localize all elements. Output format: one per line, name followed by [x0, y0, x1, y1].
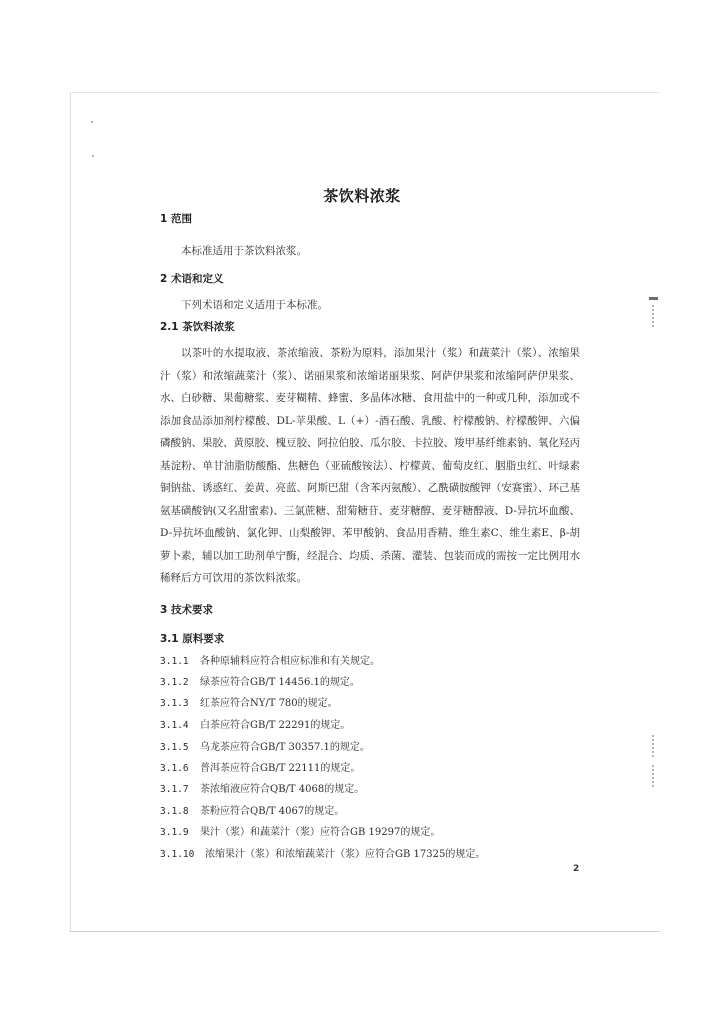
page-top-edge: [70, 92, 660, 93]
item-number: 3.1.6: [160, 763, 189, 774]
margin-dots: [652, 765, 656, 787]
requirement-item: [160, 780, 364, 795]
item-number: 3.1.8: [160, 806, 189, 817]
subsection-heading-tea-concentrate: 2.1 茶饮料浓浆: [160, 321, 235, 333]
margin-dots: [652, 735, 656, 757]
item-text: 茶粉应符合QB/T 4067的规定。: [200, 806, 345, 817]
requirement-item: [160, 802, 344, 817]
item-text: 乌龙茶应符合GB/T 30357.1的规定。: [200, 742, 370, 753]
scan-speck: [91, 121, 93, 123]
item-number: 3.1.9: [160, 827, 189, 838]
requirement-item: [160, 759, 360, 774]
section-heading-requirements: 3 技术要求: [160, 604, 213, 616]
document-title: 茶饮料浓浆: [323, 187, 401, 205]
section-heading-terms: 2 术语和定义: [160, 273, 224, 285]
requirement-item: [160, 845, 485, 860]
item-number: 3.1.10: [160, 849, 195, 860]
item-text: 茶浓缩液应符合QB/T 4068的规定。: [200, 784, 365, 795]
item-text: 各种原辅料应符合相应标准和有关规定。: [200, 656, 380, 667]
item-text: 白茶应符合GB/T 22291的规定。: [200, 720, 351, 731]
scope-text: 本标准适用于茶饮料浓浆。: [181, 245, 307, 257]
requirement-item: [160, 673, 360, 688]
subsection-heading-raw-materials: 3.1 原料要求: [160, 633, 225, 645]
item-text: 红茶应符合NY/T 780的规定。: [200, 698, 338, 709]
page-bottom-edge: [70, 931, 660, 932]
item-number: 3.1.3: [160, 698, 189, 709]
item-number: 3.1.1: [160, 656, 189, 667]
item-number: 3.1.7: [160, 784, 189, 795]
scan-speck: [92, 155, 94, 157]
requirement-item: [160, 716, 350, 731]
item-number: 3.1.5: [160, 742, 189, 753]
item-number: 3.1.2: [160, 677, 189, 688]
section-heading-scope: 1 范围: [160, 213, 192, 225]
item-text: 普洱茶应符合GB/T 22111的规定。: [200, 763, 361, 774]
definition-paragraph: 以茶叶的水提取液、茶浓缩液、茶粉为原料，添加果汁（浆）和蔬菜汁（浆）、浓缩果汁（浆）和浓缩蔬菜汁（浆）、诺丽果浆和浓缩诺丽果浆、阿萨伊果浆和浓缩阿萨伊果浆、水、白砂糖、果葡糖浆、麦芽糊精、蜂蜜、多晶体冰糖、食用盐中的一种或几种，添加或不添加食品添加剂柠檬酸、DL-苹果酸、L（+）-酒石酸、乳酸、柠檬酸钠、柠檬酸钾、六偏磷酸钠、果胶、黄原胶、槐豆胶、阿拉伯胶、瓜尔胶、卡拉胶、羧甲基纤维素钠、氧化羟丙基淀粉、单甘油脂肪酸酯、焦糖色（亚硫酸铵法）、柠檬黄、葡萄皮红、胭脂虫红、叶绿素铜钠盐、诱惑红、姜黄、亮蓝、阿斯巴甜（含苯丙氨酸）、乙酰磺胺酸钾（安赛蜜）、环己基氨基磺酸钠(又名甜蜜素)、三氯蔗糖、甜菊糖苷、麦芽糖醇、麦芽糖醇液、D-异抗坏血酸、D-异抗坏血酸钠、氯化钾、山梨酸钾、苯甲酸钠、食品用香精、维生素C、维生素E、β-胡萝卜素，辅以加工助剂单宁酶，经混合、均质、杀菌、灌装、包装而成的需按一定比例用水稀释后方可饮用的茶饮料浓浆。: [160, 347, 580, 584]
page-left-edge: [70, 92, 71, 932]
requirement-item: [160, 694, 338, 709]
item-text: 浓缩果汁（浆）和浓缩蔬菜汁（浆）应符合GB 17325的规定。: [205, 849, 486, 860]
item-text: 绿茶应符合GB/T 14456.1的规定。: [200, 677, 360, 688]
item-number: 3.1.4: [160, 720, 189, 731]
requirement-item: [160, 652, 380, 667]
requirement-item: [160, 738, 370, 753]
item-text: 果汁（浆）和蔬菜汁（浆）应符合GB 19297的规定。: [200, 827, 441, 838]
terms-intro: 下列术语和定义适用于本标准。: [181, 299, 328, 311]
requirement-item: [160, 823, 440, 838]
margin-dots: [652, 305, 656, 327]
page-number: 2: [573, 864, 580, 874]
margin-mark: [649, 297, 658, 300]
